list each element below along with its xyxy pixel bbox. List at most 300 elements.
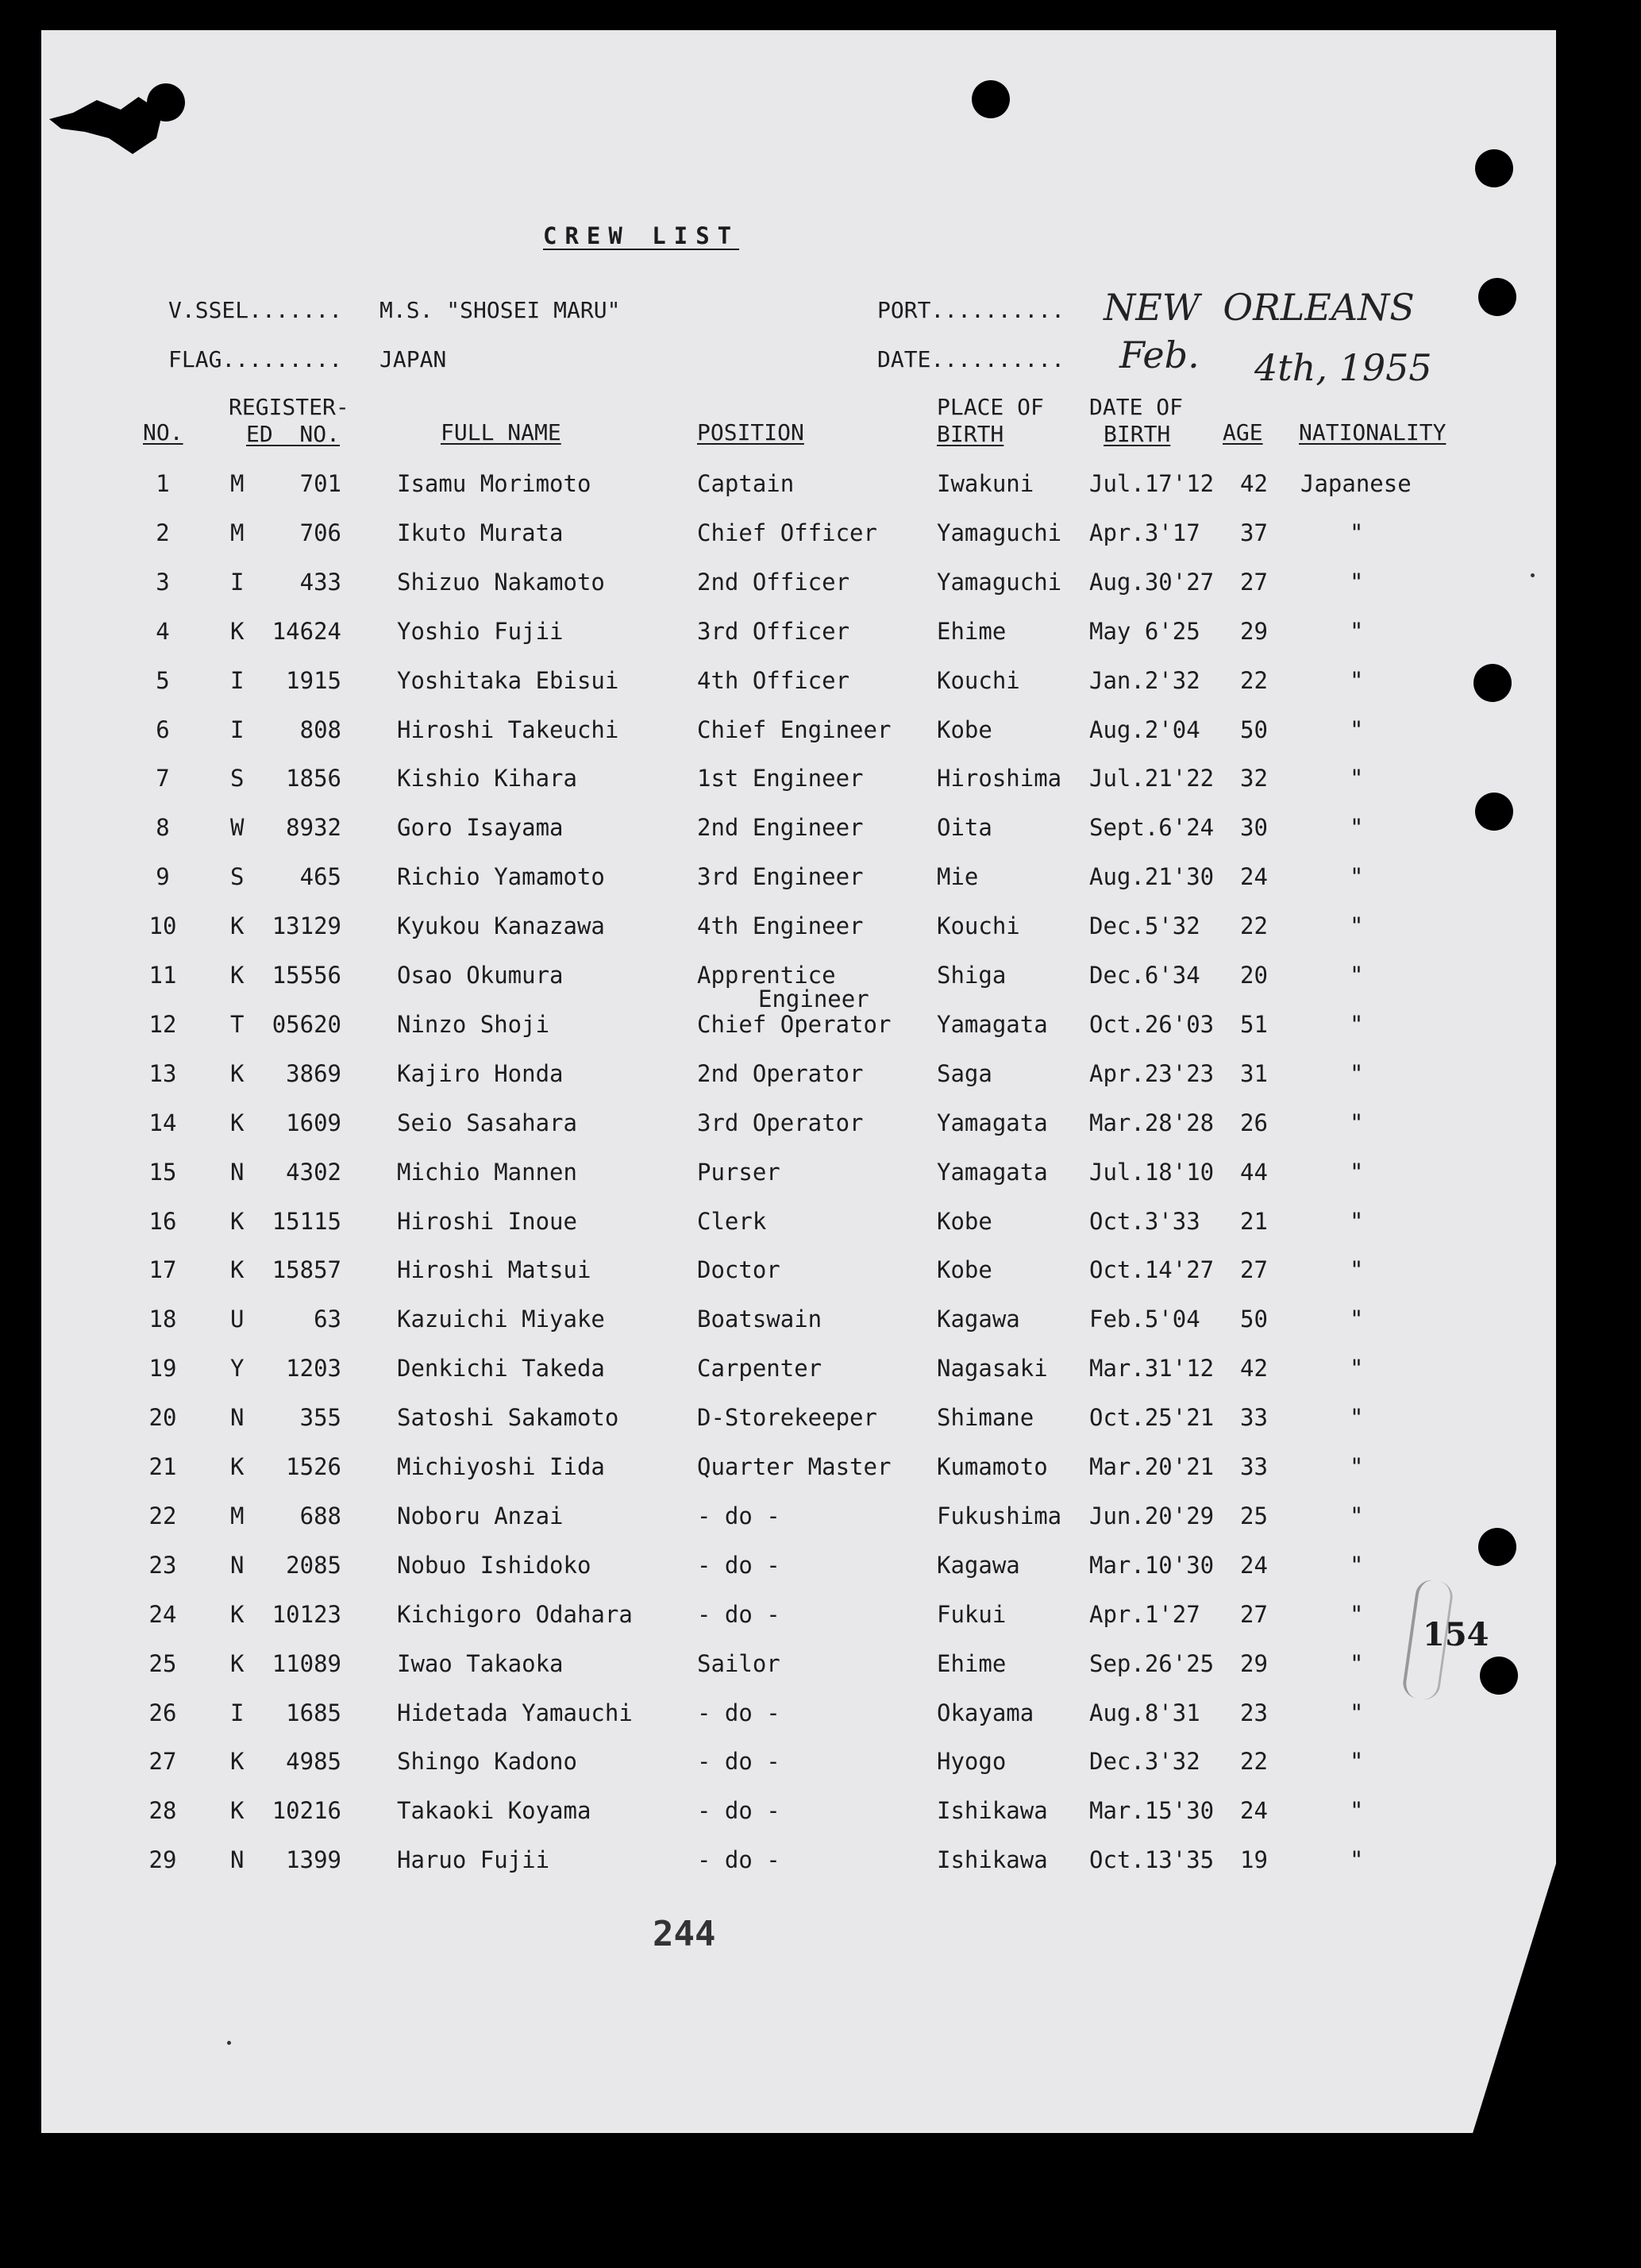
row-number: 17 — [148, 1256, 177, 1284]
place-of-birth: Shiga — [937, 962, 1007, 989]
nationality: " — [1350, 1010, 1364, 1038]
date-of-birth: May 6'25 — [1089, 617, 1200, 645]
position: 1st Engineer — [697, 765, 864, 793]
place-of-birth: Ehime — [937, 617, 1007, 645]
register-letter: I — [230, 716, 245, 743]
table-row — [0, 1846, 1508, 1896]
nationality: " — [1350, 1748, 1364, 1776]
row-number: 11 — [148, 962, 177, 989]
place-of-birth: Yamaguchi — [937, 568, 1062, 596]
full-name: Takaoki Koyama — [397, 1797, 591, 1825]
table-row — [0, 1404, 1508, 1453]
age: 27 — [1240, 1256, 1268, 1284]
table-row — [0, 1502, 1508, 1552]
age: 22 — [1240, 912, 1268, 940]
place-of-birth: Hiroshima — [937, 765, 1062, 793]
row-number: 6 — [156, 716, 170, 743]
nationality: " — [1350, 1453, 1364, 1480]
age: 25 — [1240, 1502, 1268, 1529]
table-row — [0, 1256, 1508, 1306]
row-number: 19 — [148, 1355, 177, 1383]
nationality: " — [1350, 716, 1364, 743]
stamp-number: 154 — [1423, 1616, 1489, 1653]
place-of-birth: Kagawa — [937, 1551, 1020, 1579]
full-name: Michio Mannen — [397, 1158, 577, 1186]
age: 42 — [1240, 1355, 1268, 1383]
register-letter: I — [230, 1699, 245, 1726]
place-of-birth: Oita — [937, 814, 992, 842]
nationality: " — [1350, 1306, 1364, 1333]
register-number: 1685 — [286, 1699, 341, 1726]
table-row — [0, 1699, 1508, 1749]
position: - do - — [697, 1551, 780, 1579]
row-number: 29 — [148, 1846, 177, 1874]
date-of-birth: Mar.31'12 — [1089, 1355, 1215, 1383]
full-name: Shizuo Nakamoto — [397, 568, 605, 596]
table-row — [0, 569, 1508, 618]
place-of-birth: Ishikawa — [937, 1797, 1048, 1825]
position: Chief Officer — [697, 519, 877, 546]
nationality: " — [1350, 617, 1364, 645]
age: 27 — [1240, 568, 1268, 596]
place-of-birth: Yamagata — [937, 1109, 1048, 1136]
age: 26 — [1240, 1109, 1268, 1136]
full-name: Noboru Anzai — [397, 1502, 564, 1529]
register-number: 10216 — [272, 1797, 341, 1825]
nationality: " — [1350, 1404, 1364, 1432]
table-row — [0, 1453, 1508, 1502]
position: 3rd Operator — [697, 1109, 864, 1136]
date-of-birth: Jul.21'22 — [1089, 765, 1215, 793]
register-number: 1856 — [286, 765, 341, 793]
register-number: 433 — [299, 568, 341, 596]
place-of-birth: Yamagata — [937, 1158, 1048, 1186]
register-number: 4985 — [286, 1748, 341, 1776]
nationality: " — [1350, 1256, 1364, 1284]
nationality: " — [1350, 1600, 1364, 1628]
full-name: Hidetada Yamauchi — [397, 1699, 633, 1726]
register-letter: M — [230, 1502, 245, 1529]
age: 33 — [1240, 1404, 1268, 1432]
age: 30 — [1240, 814, 1268, 842]
register-number: 2085 — [286, 1551, 341, 1579]
register-number: 3869 — [286, 1059, 341, 1087]
date-of-birth: Oct.13'35 — [1089, 1846, 1215, 1874]
row-number: 28 — [148, 1797, 177, 1825]
date-of-birth: Aug.2'04 — [1089, 716, 1200, 743]
register-number: 701 — [299, 470, 341, 497]
full-name: Yoshio Fujii — [397, 617, 564, 645]
position: 4th Engineer — [697, 912, 864, 940]
register-letter: K — [230, 1797, 245, 1825]
age: 31 — [1240, 1059, 1268, 1087]
full-name: Hiroshi Inoue — [397, 1207, 577, 1235]
position: Chief Operator — [697, 1010, 892, 1038]
age: 29 — [1240, 1649, 1268, 1677]
nationality: " — [1350, 814, 1364, 842]
col-date-of-birth: DATE OF BIRTH — [1089, 394, 1184, 447]
position: - do - — [697, 1502, 780, 1529]
date-of-birth: Aug.21'30 — [1089, 863, 1215, 891]
position: - do - — [697, 1600, 780, 1628]
full-name: Kichigoro Odahara — [397, 1600, 633, 1628]
date-of-birth: Jul.17'12 — [1089, 470, 1215, 497]
register-number: 8932 — [286, 814, 341, 842]
place-of-birth: Mie — [937, 863, 979, 891]
register-number: 63 — [314, 1306, 341, 1333]
date-of-birth: Dec.6'34 — [1089, 962, 1200, 989]
position: Chief Engineer — [697, 716, 892, 743]
position: 2nd Officer — [697, 568, 850, 596]
register-number: 15115 — [272, 1207, 341, 1235]
register-letter: M — [230, 519, 245, 546]
place-of-birth: Okayama — [937, 1699, 1034, 1726]
register-letter: K — [230, 1207, 245, 1235]
full-name: Kishio Kihara — [397, 765, 577, 793]
date-label: DATE.......... — [877, 346, 1065, 372]
position: Boatswain — [697, 1306, 822, 1333]
table-row — [0, 814, 1508, 863]
position: D-Storekeeper — [697, 1404, 877, 1432]
table-row — [0, 470, 1508, 519]
date-of-birth: Aug.8'31 — [1089, 1699, 1200, 1726]
date-of-birth: Sept.6'24 — [1089, 814, 1215, 842]
position-line2: Engineer — [758, 986, 869, 1012]
nationality: " — [1350, 1551, 1364, 1579]
place-of-birth: Shimane — [937, 1404, 1034, 1432]
place-of-birth: Kouchi — [937, 666, 1020, 694]
date-of-birth: Jun.20'29 — [1089, 1502, 1215, 1529]
place-of-birth: Nagasaki — [937, 1355, 1048, 1383]
vessel-value: M.S. "SHOSEI MARU" — [379, 297, 621, 323]
position: Purser — [697, 1158, 780, 1186]
date-of-birth: Oct.26'03 — [1089, 1010, 1215, 1038]
row-number: 22 — [148, 1502, 177, 1529]
vessel-label: V.SSEL....... — [168, 297, 343, 323]
speck — [1531, 573, 1535, 577]
nationality: " — [1350, 1846, 1364, 1874]
nationality: " — [1350, 863, 1364, 891]
age: 29 — [1240, 617, 1268, 645]
register-letter: N — [230, 1404, 245, 1432]
nationality: " — [1350, 1059, 1364, 1087]
page-title: CREW LIST — [543, 222, 740, 249]
speck — [227, 2041, 231, 2045]
register-number: 13129 — [272, 912, 341, 940]
table-row — [0, 618, 1508, 667]
full-name: Richio Yamamoto — [397, 863, 605, 891]
register-letter: N — [230, 1551, 245, 1579]
register-letter: I — [230, 568, 245, 596]
place-of-birth: Kobe — [937, 716, 992, 743]
register-letter: S — [230, 765, 245, 793]
date-of-birth: Dec.3'32 — [1089, 1748, 1200, 1776]
table-row — [0, 1601, 1508, 1650]
register-number: 1399 — [286, 1846, 341, 1874]
row-number: 2 — [156, 519, 170, 546]
full-name: Denkichi Takeda — [397, 1355, 605, 1383]
date-day-handwritten: 4th, 1955 — [1254, 346, 1432, 389]
register-letter: K — [230, 1649, 245, 1677]
date-of-birth: Mar.20'21 — [1089, 1453, 1215, 1480]
full-name: Michiyoshi Iida — [397, 1453, 605, 1480]
register-number: 1915 — [286, 666, 341, 694]
position: - do - — [697, 1699, 780, 1726]
register-letter: W — [230, 814, 245, 842]
table-row — [0, 1650, 1508, 1699]
col-register: REGISTER- ED NO. — [229, 394, 349, 447]
table-row — [0, 765, 1508, 814]
table-row — [0, 1355, 1508, 1404]
age: 23 — [1240, 1699, 1268, 1726]
nationality: " — [1350, 1109, 1364, 1136]
nationality: " — [1350, 1207, 1364, 1235]
full-name: Isamu Morimoto — [397, 470, 591, 497]
register-letter: M — [230, 470, 245, 497]
full-name: Osao Okumura — [397, 962, 564, 989]
full-name: Hiroshi Takeuchi — [397, 716, 619, 743]
place-of-birth: Kumamoto — [937, 1453, 1048, 1480]
col-no: NO. — [143, 419, 183, 446]
row-number: 1 — [156, 470, 170, 497]
row-number: 23 — [148, 1551, 177, 1579]
full-name: Seio Sasahara — [397, 1109, 577, 1136]
date-of-birth: Oct.25'21 — [1089, 1404, 1215, 1432]
register-letter: N — [230, 1846, 245, 1874]
place-of-birth: Yamaguchi — [937, 519, 1062, 546]
position: Quarter Master — [697, 1453, 892, 1480]
register-letter: K — [230, 1256, 245, 1284]
full-name: Kazuichi Miyake — [397, 1306, 605, 1333]
col-full-name: FULL NAME — [441, 419, 561, 446]
position: Doctor — [697, 1256, 780, 1284]
port-label: PORT.......... — [877, 297, 1065, 323]
full-name: Nobuo Ishidoko — [397, 1551, 591, 1579]
row-number: 16 — [148, 1207, 177, 1235]
nationality: " — [1350, 1502, 1364, 1529]
register-letter: K — [230, 1453, 245, 1480]
date-of-birth: Feb.5'04 — [1089, 1306, 1200, 1333]
nationality: " — [1350, 519, 1364, 546]
col-nationality: NATIONALITY — [1299, 419, 1446, 446]
full-name: Yoshitaka Ebisui — [397, 666, 619, 694]
full-name: Haruo Fujii — [397, 1846, 550, 1874]
position: Sailor — [697, 1649, 780, 1677]
row-number: 14 — [148, 1109, 177, 1136]
page-number: 244 — [653, 1914, 716, 1954]
full-name: Kajiro Honda — [397, 1059, 564, 1087]
place-of-birth: Ishikawa — [937, 1846, 1048, 1874]
age: 20 — [1240, 962, 1268, 989]
nationality: " — [1350, 1355, 1364, 1383]
register-letter: T — [230, 1010, 245, 1038]
register-number: 1526 — [286, 1453, 341, 1480]
age: 19 — [1240, 1846, 1268, 1874]
nationality: " — [1350, 666, 1364, 694]
full-name: Hiroshi Matsui — [397, 1256, 591, 1284]
age: 44 — [1240, 1158, 1268, 1186]
table-row — [0, 863, 1508, 912]
date-of-birth: Mar.15'30 — [1089, 1797, 1215, 1825]
col-position: POSITION — [697, 419, 804, 446]
age: 22 — [1240, 1748, 1268, 1776]
position: Captain — [697, 470, 795, 497]
position: 4th Officer — [697, 666, 850, 694]
place-of-birth: Iwakuni — [937, 470, 1034, 497]
table-row — [0, 1109, 1508, 1159]
flag-value: JAPAN — [379, 346, 447, 372]
date-of-birth: Mar.28'28 — [1089, 1109, 1215, 1136]
date-of-birth: Mar.10'30 — [1089, 1551, 1215, 1579]
full-name: Kyukou Kanazawa — [397, 912, 605, 940]
row-number: 4 — [156, 617, 170, 645]
date-of-birth: Oct.3'33 — [1089, 1207, 1200, 1235]
position: - do - — [697, 1748, 780, 1776]
col-age: AGE — [1223, 419, 1263, 446]
register-number: 1609 — [286, 1109, 341, 1136]
position: 2nd Operator — [697, 1059, 864, 1087]
date-of-birth: Sep.26'25 — [1089, 1649, 1215, 1677]
date-of-birth: Apr.1'27 — [1089, 1600, 1200, 1628]
position: Carpenter — [697, 1355, 822, 1383]
nationality: Japanese — [1300, 470, 1412, 497]
place-of-birth: Fukui — [937, 1600, 1007, 1628]
register-number: 355 — [299, 1404, 341, 1432]
table-row — [0, 519, 1508, 569]
register-number: 706 — [299, 519, 341, 546]
register-letter: K — [230, 1600, 245, 1628]
age: 50 — [1240, 1306, 1268, 1333]
table-row — [0, 1011, 1508, 1060]
age: 37 — [1240, 519, 1268, 546]
date-of-birth: Jul.18'10 — [1089, 1158, 1215, 1186]
place-of-birth: Ehime — [937, 1649, 1007, 1677]
flag-label: FLAG......... — [168, 346, 343, 372]
date-of-birth: Aug.30'27 — [1089, 568, 1215, 596]
port-value-handwritten: NEW ORLEANS — [1104, 286, 1415, 329]
full-name: Iwao Takaoka — [397, 1649, 564, 1677]
register-letter: K — [230, 1059, 245, 1087]
full-name: Ninzo Shoji — [397, 1010, 550, 1038]
nationality: " — [1350, 962, 1364, 989]
age: 24 — [1240, 1551, 1268, 1579]
place-of-birth: Kobe — [937, 1207, 992, 1235]
punch-hole — [147, 83, 185, 122]
register-number: 15857 — [272, 1256, 341, 1284]
register-number: 10123 — [272, 1600, 341, 1628]
place-of-birth: Yamagata — [937, 1010, 1048, 1038]
register-number: 808 — [299, 716, 341, 743]
table-row — [0, 1208, 1508, 1257]
register-number: 688 — [299, 1502, 341, 1529]
age: 51 — [1240, 1010, 1268, 1038]
table-row — [0, 1060, 1508, 1109]
row-number: 26 — [148, 1699, 177, 1726]
row-number: 20 — [148, 1404, 177, 1432]
table-row — [0, 962, 1508, 1011]
punch-hole — [1478, 278, 1516, 316]
row-number: 3 — [156, 568, 170, 596]
register-number: 1203 — [286, 1355, 341, 1383]
table-row — [0, 1797, 1508, 1846]
age: 24 — [1240, 863, 1268, 891]
register-number: 11089 — [272, 1649, 341, 1677]
date-of-birth: Apr.23'23 — [1089, 1059, 1215, 1087]
register-number: 465 — [299, 863, 341, 891]
age: 21 — [1240, 1207, 1268, 1235]
nationality: " — [1350, 1649, 1364, 1677]
age: 22 — [1240, 666, 1268, 694]
place-of-birth: Hyogo — [937, 1748, 1007, 1776]
age: 27 — [1240, 1600, 1268, 1628]
register-number: 05620 — [272, 1010, 341, 1038]
table-row — [0, 1306, 1508, 1355]
age: 42 — [1240, 470, 1268, 497]
position: Clerk — [697, 1207, 767, 1235]
position: - do - — [697, 1846, 780, 1874]
row-number: 5 — [156, 666, 170, 694]
register-letter: I — [230, 666, 245, 694]
register-letter: Y — [230, 1355, 245, 1383]
place-of-birth: Kouchi — [937, 912, 1020, 940]
register-letter: N — [230, 1158, 245, 1186]
date-of-birth: Dec.5'32 — [1089, 912, 1200, 940]
position: 3rd Officer — [697, 617, 850, 645]
position: 2nd Engineer — [697, 814, 864, 842]
date-of-birth: Apr.3'17 — [1089, 519, 1200, 546]
full-name: Goro Isayama — [397, 814, 564, 842]
register-letter: S — [230, 863, 245, 891]
row-number: 12 — [148, 1010, 177, 1038]
register-number: 15556 — [272, 962, 341, 989]
register-letter: K — [230, 1109, 245, 1136]
punch-hole — [1475, 149, 1513, 187]
row-number: 25 — [148, 1649, 177, 1677]
position: 3rd Engineer — [697, 863, 864, 891]
row-number: 24 — [148, 1600, 177, 1628]
full-name: Ikuto Murata — [397, 519, 564, 546]
full-name: Shingo Kadono — [397, 1748, 577, 1776]
register-number: 14624 — [272, 617, 341, 645]
table-row — [0, 1748, 1508, 1797]
punch-hole — [972, 80, 1010, 118]
row-number: 18 — [148, 1306, 177, 1333]
col-place-of-birth: PLACE OF BIRTH — [937, 394, 1044, 447]
register-letter: K — [230, 1748, 245, 1776]
table-row — [0, 1159, 1508, 1208]
nationality: " — [1350, 568, 1364, 596]
place-of-birth: Kobe — [937, 1256, 992, 1284]
nationality: " — [1350, 1699, 1364, 1726]
nationality: " — [1350, 1158, 1364, 1186]
table-row — [0, 716, 1508, 766]
position: Apprentice — [697, 962, 836, 989]
table-row — [0, 912, 1508, 962]
row-number: 9 — [156, 863, 170, 891]
date-of-birth: Oct.14'27 — [1089, 1256, 1215, 1284]
register-letter: K — [230, 617, 245, 645]
nationality: " — [1350, 1797, 1364, 1825]
row-number: 27 — [148, 1748, 177, 1776]
age: 32 — [1240, 765, 1268, 793]
row-number: 7 — [156, 765, 170, 793]
table-row — [0, 1552, 1508, 1601]
age: 24 — [1240, 1797, 1268, 1825]
row-number: 10 — [148, 912, 177, 940]
nationality: " — [1350, 765, 1364, 793]
row-number: 15 — [148, 1158, 177, 1186]
nationality: " — [1350, 912, 1364, 940]
